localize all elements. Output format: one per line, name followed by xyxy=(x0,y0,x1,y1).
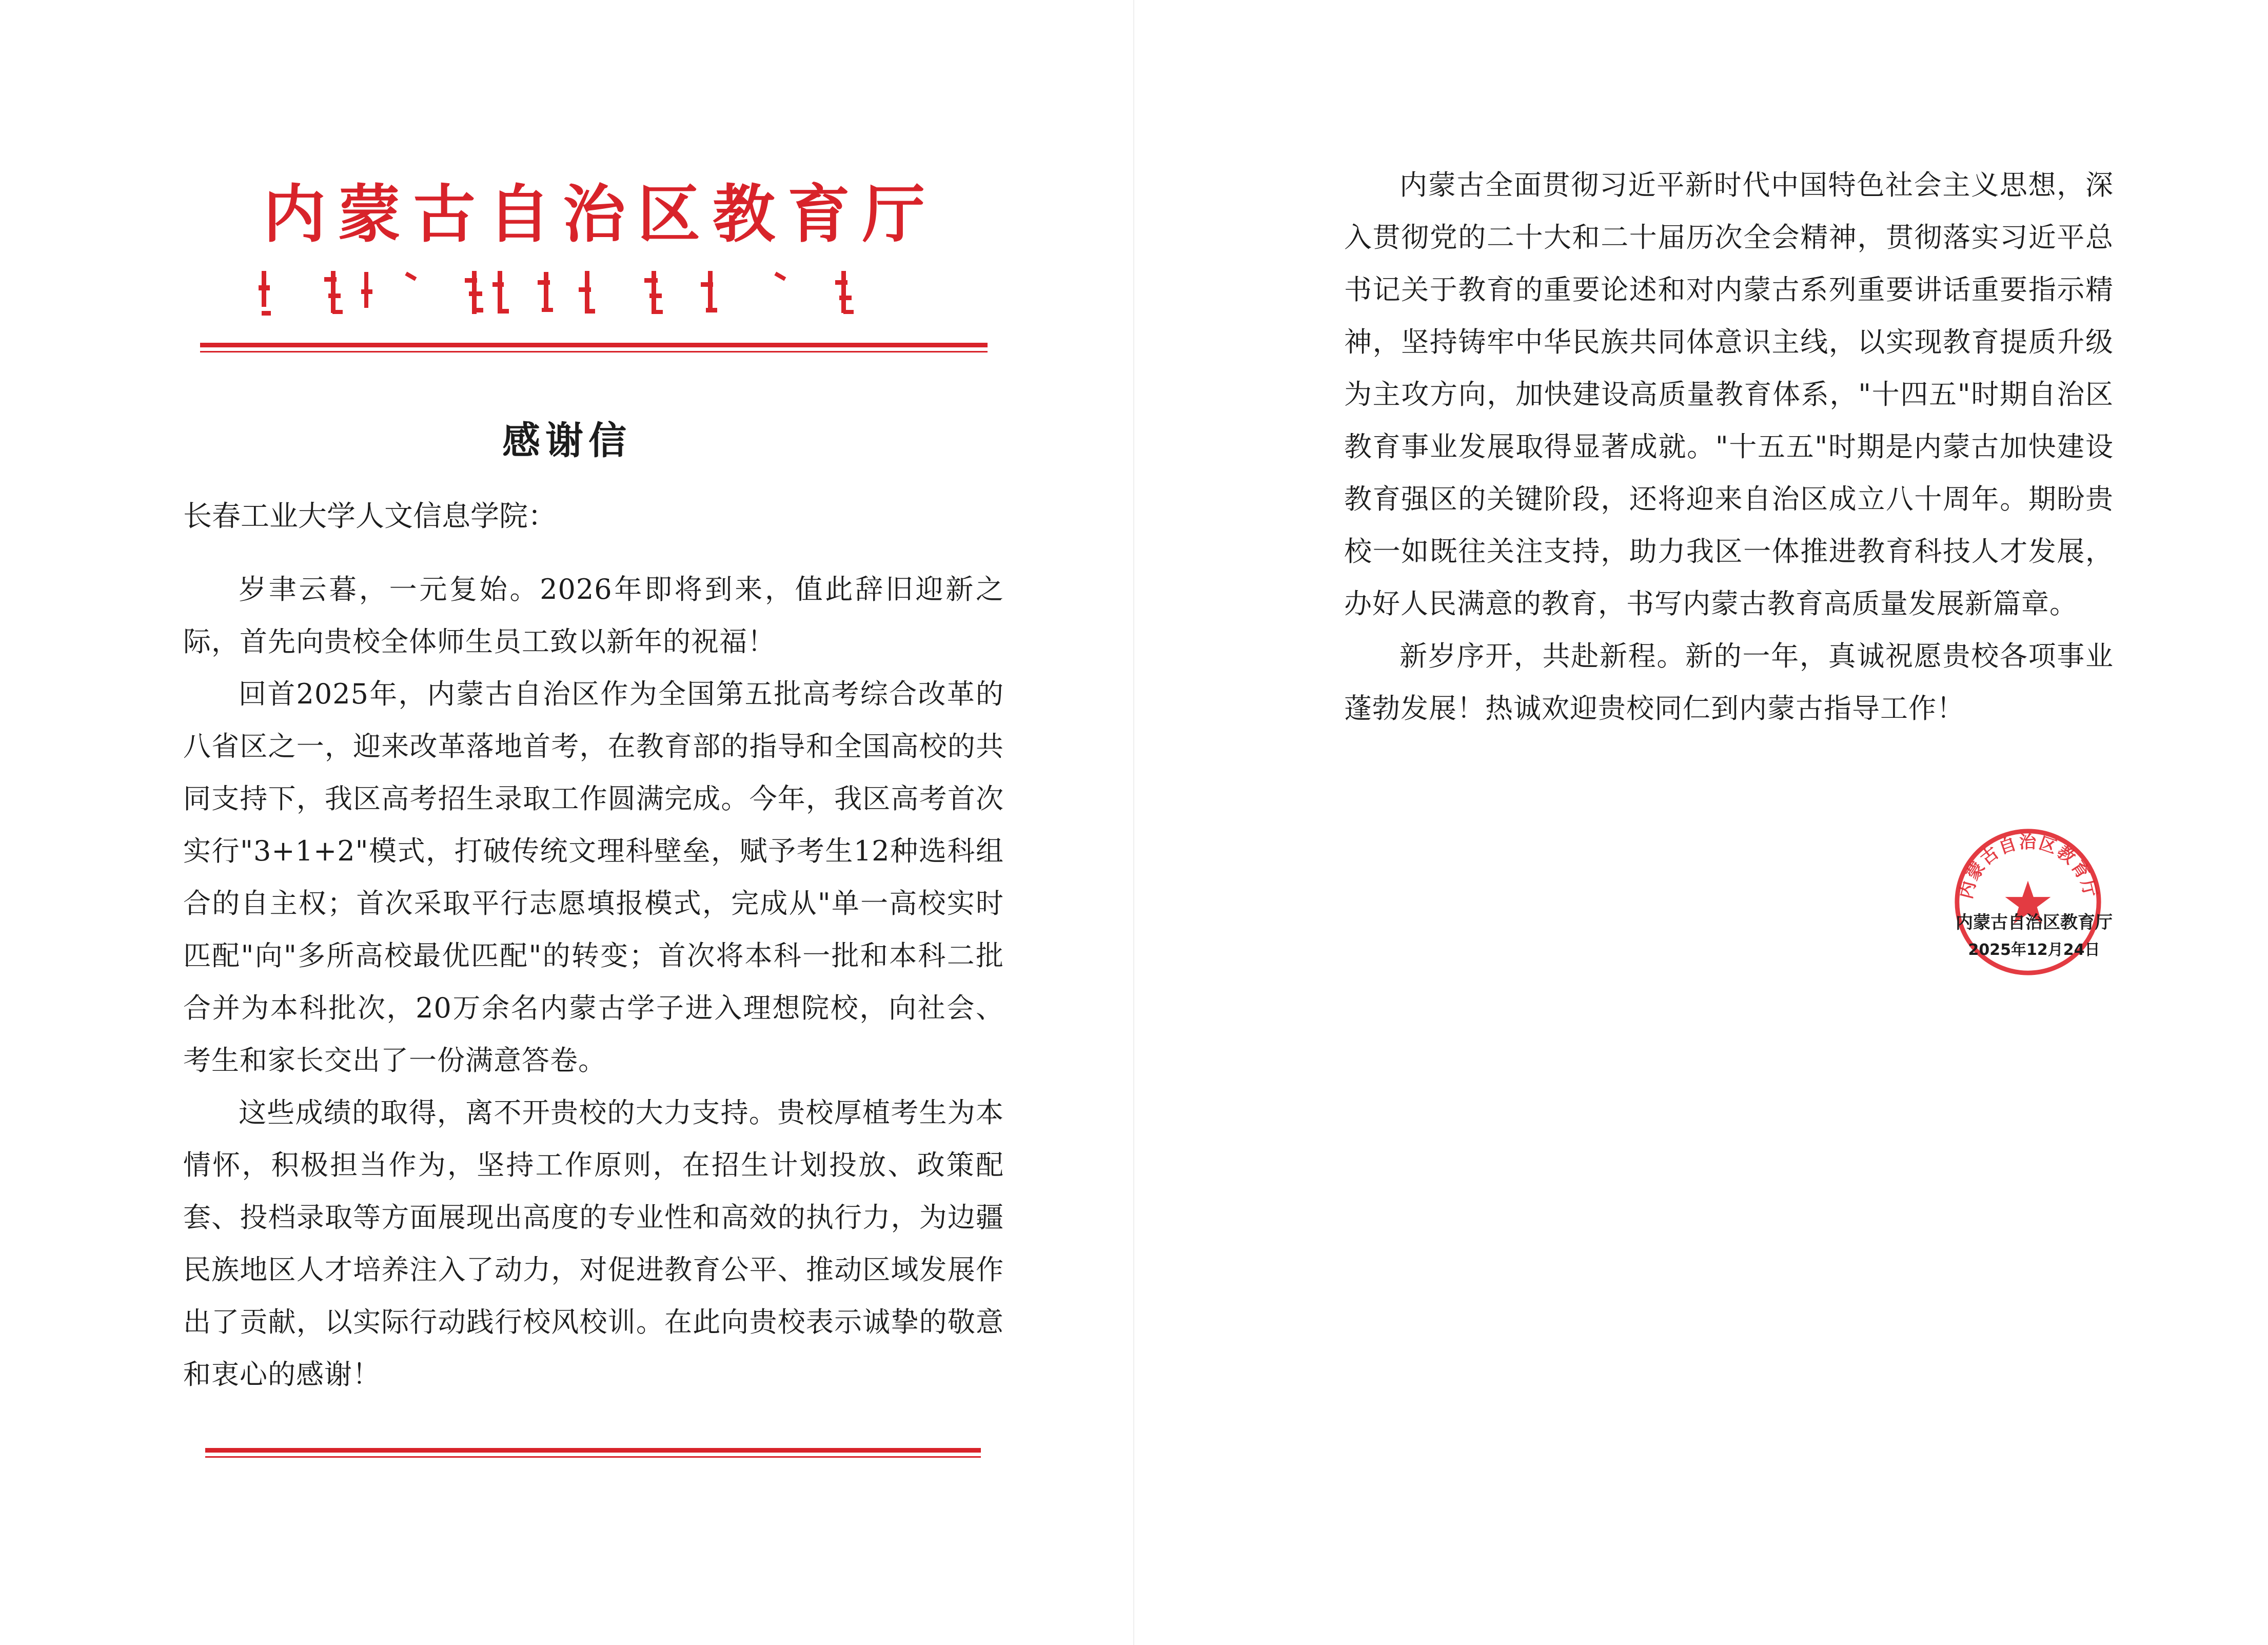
letter-body-right xyxy=(1344,159,2114,735)
letterhead-divider xyxy=(200,343,988,352)
signature-block xyxy=(1919,908,2149,964)
body-paragraph: 这些成绩的取得，离不开贵校的大力支持。贵校厚植考生为本情怀，积极担当作为，坚持工作原则，在招生计划投放、政策配套、投档录取等方面展现出高度的专业性和高效的执行力，为边疆民族地区人才培养注入了动力，对促进教育公平、推动区域发展作出了贡献，以实际行动践行校风校训。在此向贵校表示诚挚的敬意和衷心的感谢！ xyxy=(183,1096,1004,1391)
body-paragraph: 内蒙古全面贯彻习近平新时代中国特色社会主义思想，深入贯彻党的二十大和二十届历次全会精神，贯彻落实习近平总书记关于教育的重要论述和对内蒙古系列重要讲话重要指示精神，坚持铸牢中华民族共同体意识主线，以实现教育提质升级为主攻方向，加快建设高质量教育体系，"十四五"时期自治区教育事业发展取得显著成就。"十五五"时期是内蒙古加快建设教育强区的关键阶段，还将迎来自治区成立八十周年。期盼贵校一如既往关注支持，助力我区一体推进教育科技人才发展，办好人民满意的教育，书写内蒙古教育高质量发展新篇章。 xyxy=(1344,169,2114,620)
letter-title: 感谢信 xyxy=(502,419,632,463)
body-paragraph: 岁聿云暮，一元复始。2026年即将到来，值此辞旧迎新之际，首先向贵校全体师生员工致以新年的祝福！ xyxy=(183,573,1004,658)
letter-body-left xyxy=(183,563,1004,1401)
signature-date: 2025年12月24日 xyxy=(1968,941,2100,959)
signature-org: 内蒙古自治区教育厅 xyxy=(1956,912,2113,933)
letterhead-org-name: 内蒙古自治区教育厅 xyxy=(263,178,937,251)
seal-text: 内蒙古自治区教育厅 xyxy=(1956,832,2101,901)
footer-divider xyxy=(205,1448,981,1458)
letterhead-mongolian-script xyxy=(257,267,923,323)
body-paragraph: 新岁序开，共赴新程。新的一年，真诚祝愿贵校各项事业蓬勃发展！热诚欢迎贵校同仁到内蒙古指导工作！ xyxy=(1344,640,2114,724)
body-paragraph: 回首2025年，内蒙古自治区作为全国第五批高考综合改革的八省区之一，迎来改革落地首考，在教育部的指导和全国高校的共同支持下，我区高考招生录取工作圆满完成。今年，我区高考首次实行"3+1+2"模式，打破传统文理科壁垒，赋予考生12种选科组合的自主权；首次采取平行志愿填报模式，完成从"单一高校实时匹配"向"多所高校最优匹配"的转变；首次将本科一批和本科二批合并为本科批次，20万余名内蒙古学子进入理想院校，向社会、考生和家长交出了一份满意答卷。 xyxy=(183,678,1004,1076)
letter-recipient: 长春工业大学人文信息学院： xyxy=(183,500,557,533)
